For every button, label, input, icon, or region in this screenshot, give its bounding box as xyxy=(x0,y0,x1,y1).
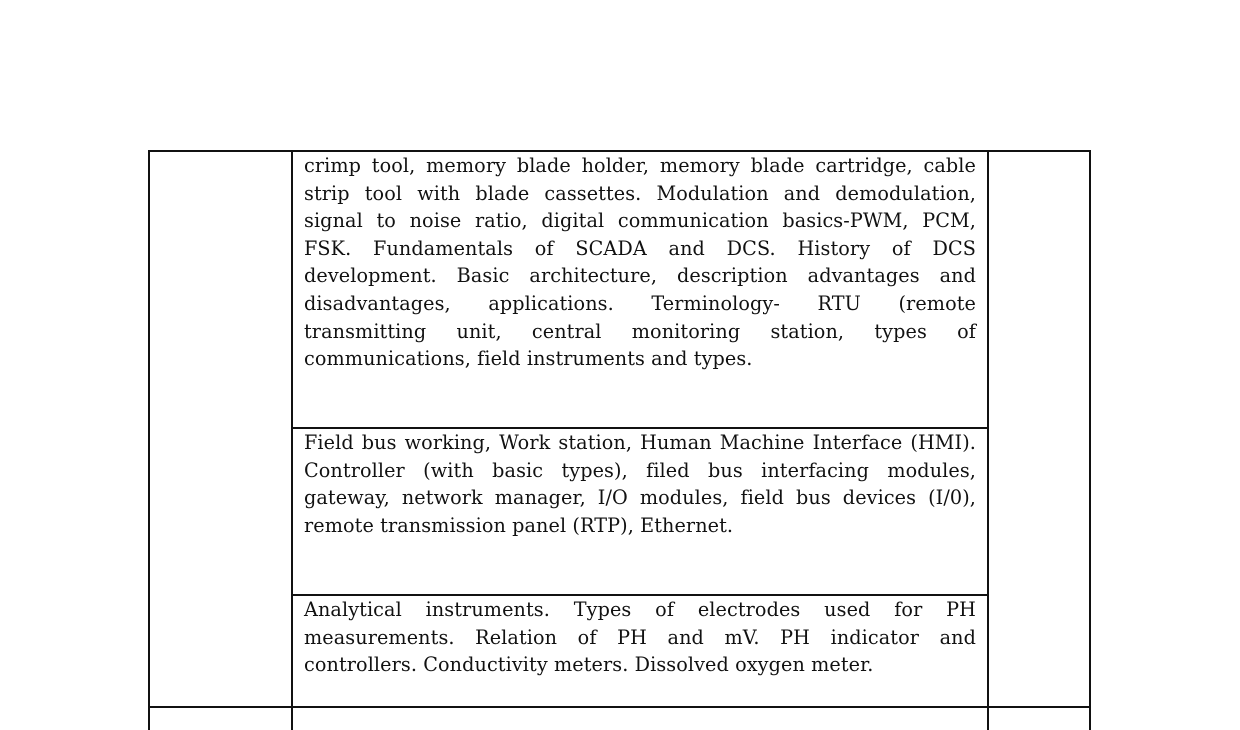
table-column-divider-left xyxy=(291,152,293,730)
table-cell-text-row-2: Field bus working, Work station, Human Machine Interface (HMI). Controller (with basic types), filed bus interfacing modules, gateway, network manager, I/O modules, field bus devices (I/0), remote transmission panel (RTP), Ethernet. xyxy=(304,431,976,537)
table-cell-text-row-3: Analytical instruments. Types of electrodes used for PH measurements. Relation of PH and mV. PH indicator and controllers. Conductivity meters. Dissolved oxygen meter. xyxy=(304,598,976,677)
table-bottom-border xyxy=(148,706,1091,708)
syllabus-table xyxy=(148,150,1091,730)
table-cell-text-row-1: crimp tool, memory blade holder, memory blade cartridge, cable strip tool with blade cassettes. Modulation and demodulation, signal to noise ratio, digital communication basics-PWM, PCM, FSK. Fundamentals of SCADA and DCS. History of DCS development. Basic architecture, description advantages and disadvantages, applications. Terminology- RTU (remote transmitting unit, central monitoring station, types of communications, field instruments and types. xyxy=(304,154,976,371)
table-column-divider-right xyxy=(987,152,989,730)
